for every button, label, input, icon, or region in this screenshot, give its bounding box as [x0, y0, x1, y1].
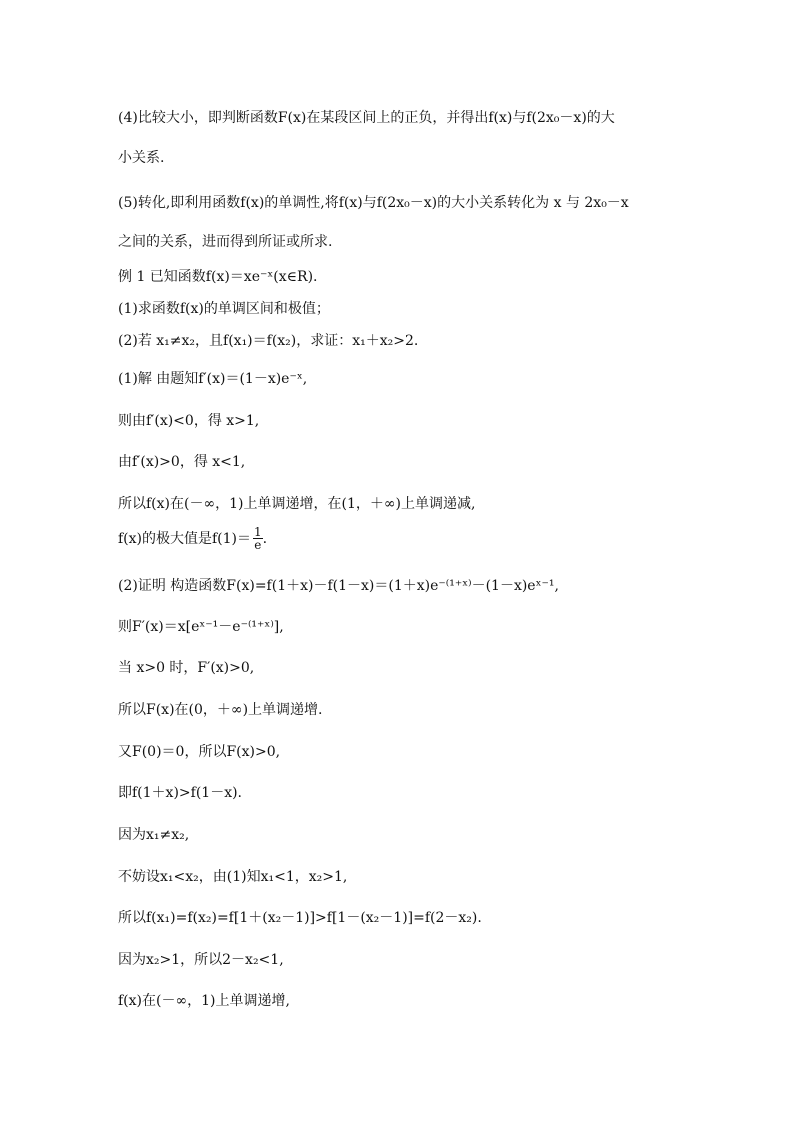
- max-value-text: f(x)的极大值是f(1)＝: [118, 531, 252, 547]
- proof-line: 即f(1＋x)>f(1－x).: [118, 785, 242, 801]
- proof-line: 当 x>0 时，F′(x)>0,: [118, 660, 255, 676]
- proof-line: 因为x₁≠x₂,: [118, 827, 190, 843]
- max-value-line: f(x)的极大值是f(1)＝ $\frac{1}{e}$ .: [118, 525, 268, 552]
- solution-1-start: (1)解 由题知f′(x)＝(1－x)e⁻ˣ,: [118, 371, 308, 387]
- text-line-4: 之间的关系，进而得到所证或所求.: [118, 234, 333, 250]
- question-2: (2)若 x₁≠x₂，且f(x₁)＝f(x₂)，求证：x₁＋x₂>2.: [118, 333, 419, 349]
- solution-line: 由f′(x)>0，得 x<1,: [118, 454, 246, 470]
- solution-line: 则由f′(x)<0，得 x>1,: [118, 413, 260, 429]
- question-1: (1)求函数f(x)的单调区间和极值；: [118, 301, 330, 317]
- proof-line: 所以f(x₁)=f(x₂)=f[1＋(x₂－1)]>f[1－(x₂－1)]=f(2－x₂).: [118, 910, 482, 926]
- fraction-numerator: 1: [254, 525, 262, 539]
- text-line-1: (4)比较大小，即判断函数F(x)在某段区间上的正负，并得出f(x)与f(2x₀－x)的大: [118, 110, 615, 126]
- fraction-denominator: e: [254, 538, 262, 552]
- text-line-2: 小关系.: [118, 150, 165, 166]
- proof-line: 因为x₂>1，所以2－x₂<1,: [118, 952, 284, 968]
- proof-line: 所以F(x)在(0，＋∞)上单调递增.: [118, 702, 323, 718]
- example-heading: 例 1 已知函数f(x)＝xe⁻ˣ(x∈R).: [118, 269, 318, 285]
- text-line-3: (5)转化,即利用函数f(x)的单调性,将f(x)与f(2x₀－x)的大小关系转化为 x 与 2x₀－x: [118, 195, 629, 211]
- solution-line: 所以f(x)在(－∞，1)上单调递增，在(1，＋∞)上单调递减,: [118, 496, 476, 512]
- proof-2-start: (2)证明 构造函数F(x)=f(1＋x)－f(1－x)＝(1＋x)e⁻⁽¹⁺ˣ⁾－(1－x)eˣ⁻¹,: [118, 578, 559, 594]
- fraction: [253, 526, 263, 552]
- proof-line: f(x)在(－∞，1)上单调递增,: [118, 993, 290, 1009]
- proof-line: 不妨设x₁<x₂，由(1)知x₁<1，x₂>1,: [118, 869, 348, 885]
- proof-line: 则F′(x)＝x[eˣ⁻¹－e⁻⁽¹⁺ˣ⁾],: [118, 619, 284, 635]
- proof-line: 又F(0)＝0，所以F(x)>0,: [118, 744, 281, 760]
